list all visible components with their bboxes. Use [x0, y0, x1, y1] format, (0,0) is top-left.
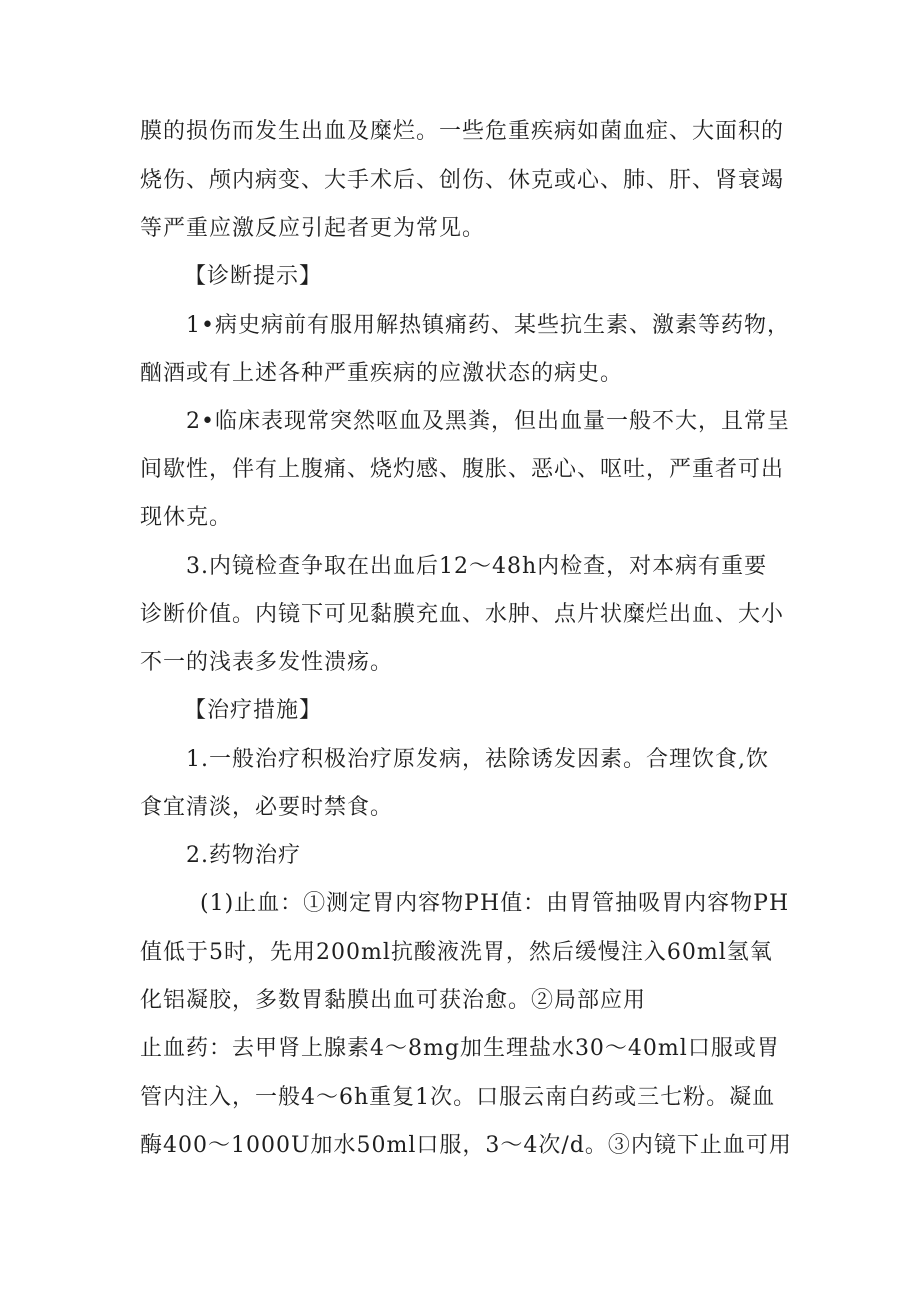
- body-line: 诊断价值。内镜下可见黏膜充血、水肿、点片状糜烂出血、大小: [140, 602, 785, 627]
- body-line: 化铝凝胶，多数胃黏膜出血可获治愈。②局部应用: [140, 988, 647, 1013]
- body-line: 酶400～1000U加水50ml口服，3～4次/d。③内镜下止血可用: [140, 1133, 792, 1158]
- body-line: 烧伤、颅内病变、大手术后、创伤、休克或心、肺、肝、肾衰竭: [140, 168, 785, 193]
- body-line: 止血药：去甲肾上腺素4～8mg加生理盐水30～40ml口服或胃: [140, 1036, 780, 1061]
- body-line: 等严重应激反应引起者更为常见。: [140, 216, 486, 241]
- body-line: 值低于5时，先用200ml抗酸液洗胃，然后缓慢注入60ml氢氧: [140, 940, 773, 965]
- body-line: 管内注入，一般4～6h重复1次。口服云南白药或三七粉。凝血: [140, 1085, 776, 1110]
- body-line: 3.内镜检查争取在出血后12～48h内检查，对本病有重要: [186, 554, 768, 579]
- body-line: (1)止血：①测定胃内容物PH值：由胃管抽吸胃内容物PH: [200, 891, 790, 916]
- body-line: 膜的损伤而发生出血及糜烂。一些危重疾病如菌血症、大面积的: [140, 119, 785, 144]
- body-line: 2•临床表现常突然呕血及黑粪，但出血量一般不大，且常呈: [186, 409, 790, 434]
- section-heading: 【诊断提示】: [184, 264, 323, 289]
- body-line: 1.一般治疗积极治疗原发病，祛除诱发因素。合理饮食,饮: [186, 747, 769, 772]
- body-line: 间歇性，伴有上腹痛、烧灼感、腹胀、恶心、呕吐，严重者可出: [140, 457, 785, 482]
- body-line: 现休克。: [140, 505, 233, 530]
- body-line: 1•病史病前有服用解热镇痛药、某些抗生素、激素等药物，: [186, 313, 790, 338]
- body-line: 酗酒或有上述各种严重疾病的应激状态的病史。: [140, 361, 624, 386]
- body-line: 不一的浅表多发性溃疡。: [140, 650, 394, 675]
- section-heading: 【治疗措施】: [184, 698, 323, 723]
- body-line: 食宜清淡，必要时禁食。: [140, 795, 394, 820]
- body-line: 2.药物治疗: [186, 843, 301, 868]
